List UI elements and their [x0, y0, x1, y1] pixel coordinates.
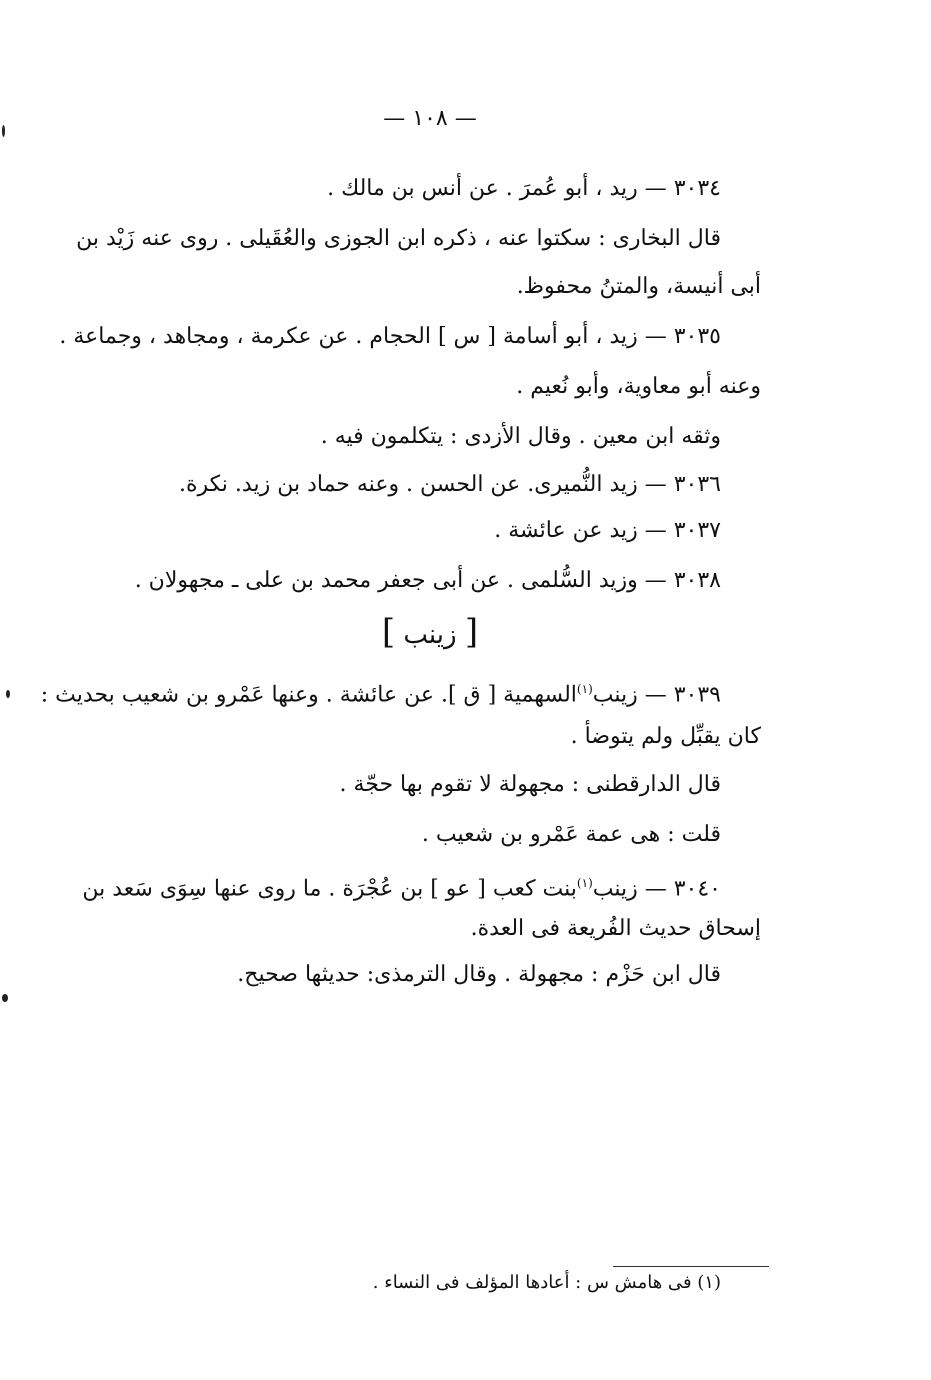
footnote-marker: (١) [576, 682, 593, 696]
entry-3034-line-2: قال البخارى : سكتوا عنه ، ذكره ابن الجوزى والعُقَيلى . روى عنه زَيْد بن [76, 226, 721, 251]
scan-mark [6, 690, 10, 698]
entry-3040-line-3: قال ابن حَزْم : مجهولة . وقال الترمذى: حديثها صحيح. [237, 962, 721, 987]
heading-bracket-left: ] [381, 612, 396, 652]
entry-3036: ٣٠٣٦ — زيد النُّميرى. عن الحسن . وعنه حماد بن زيد. نكرة. [179, 472, 721, 497]
footnote-marker: (١) [576, 876, 593, 890]
heading-bracket-right: [ [464, 612, 479, 652]
page-number: — ١٠٨ — [383, 106, 477, 131]
scan-mark [2, 125, 5, 137]
section-heading-text: زينب [403, 620, 457, 650]
entry-3038: ٣٠٣٨ — وزيد السُّلمى . عن أبى جعفر محمد بن على ـ مجهولان . [134, 568, 721, 593]
entry-3034-line-3: أبى أنيسة، والمتنُ محفوظ. [516, 274, 761, 299]
entry-3039-line-2: كان يقبِّل ولم يتوضأ . [570, 724, 761, 749]
footnote: (١) فى هامش س : أعادها المؤلف فى النساء . [372, 1272, 721, 1293]
entry-3039-rest: السهمية [ ق ]. عن عائشة . وعنها عَمْرو بن شعيب بحديث : [40, 682, 577, 708]
entry-3040-line-2: إسحاق حديث الفُريعة فى العدة. [470, 916, 761, 941]
entry-3035-line-2: وعنه أبو معاوية، وأبو نُعيم . [516, 374, 761, 399]
entry-3040-start: ٣٠٤٠ — زينب [592, 876, 721, 902]
entry-3039-line-3: قال الدارقطنى : مجهولة لا تقوم بها حجّة . [339, 772, 721, 797]
entry-3039-start: ٣٠٣٩ — زينب [592, 682, 721, 708]
scan-mark [2, 994, 8, 1002]
entry-3039-line-4: قلت : هى عمة عَمْرو بن شعيب . [421, 822, 721, 847]
entry-3035-line-3: وثقه ابن معين . وقال الأزدى : يتكلمون فيه . [320, 424, 721, 449]
entry-3037: ٣٠٣٧ — زيد عن عائشة . [494, 518, 721, 543]
entry-3039-line-1 [40, 674, 721, 710]
entry-3040-line-1 [82, 868, 721, 904]
entry-3040-rest: بنت كعب [ عو ] بن عُجْرَة . ما روى عنها سِوَى سَعد بن [82, 876, 577, 902]
section-heading [0, 612, 860, 652]
entry-3035-line-1: ٣٠٣٥ — زيد ، أبو أسامة [ س ] الحجام . عن عكرمة ، ومجاهد ، وجماعة . [59, 324, 721, 349]
footnote-divider [613, 1266, 769, 1267]
entry-3034-line-1: ٣٠٣٤ — ريد ، أبو عُمرَ . عن أنس بن مالك . [327, 176, 721, 201]
